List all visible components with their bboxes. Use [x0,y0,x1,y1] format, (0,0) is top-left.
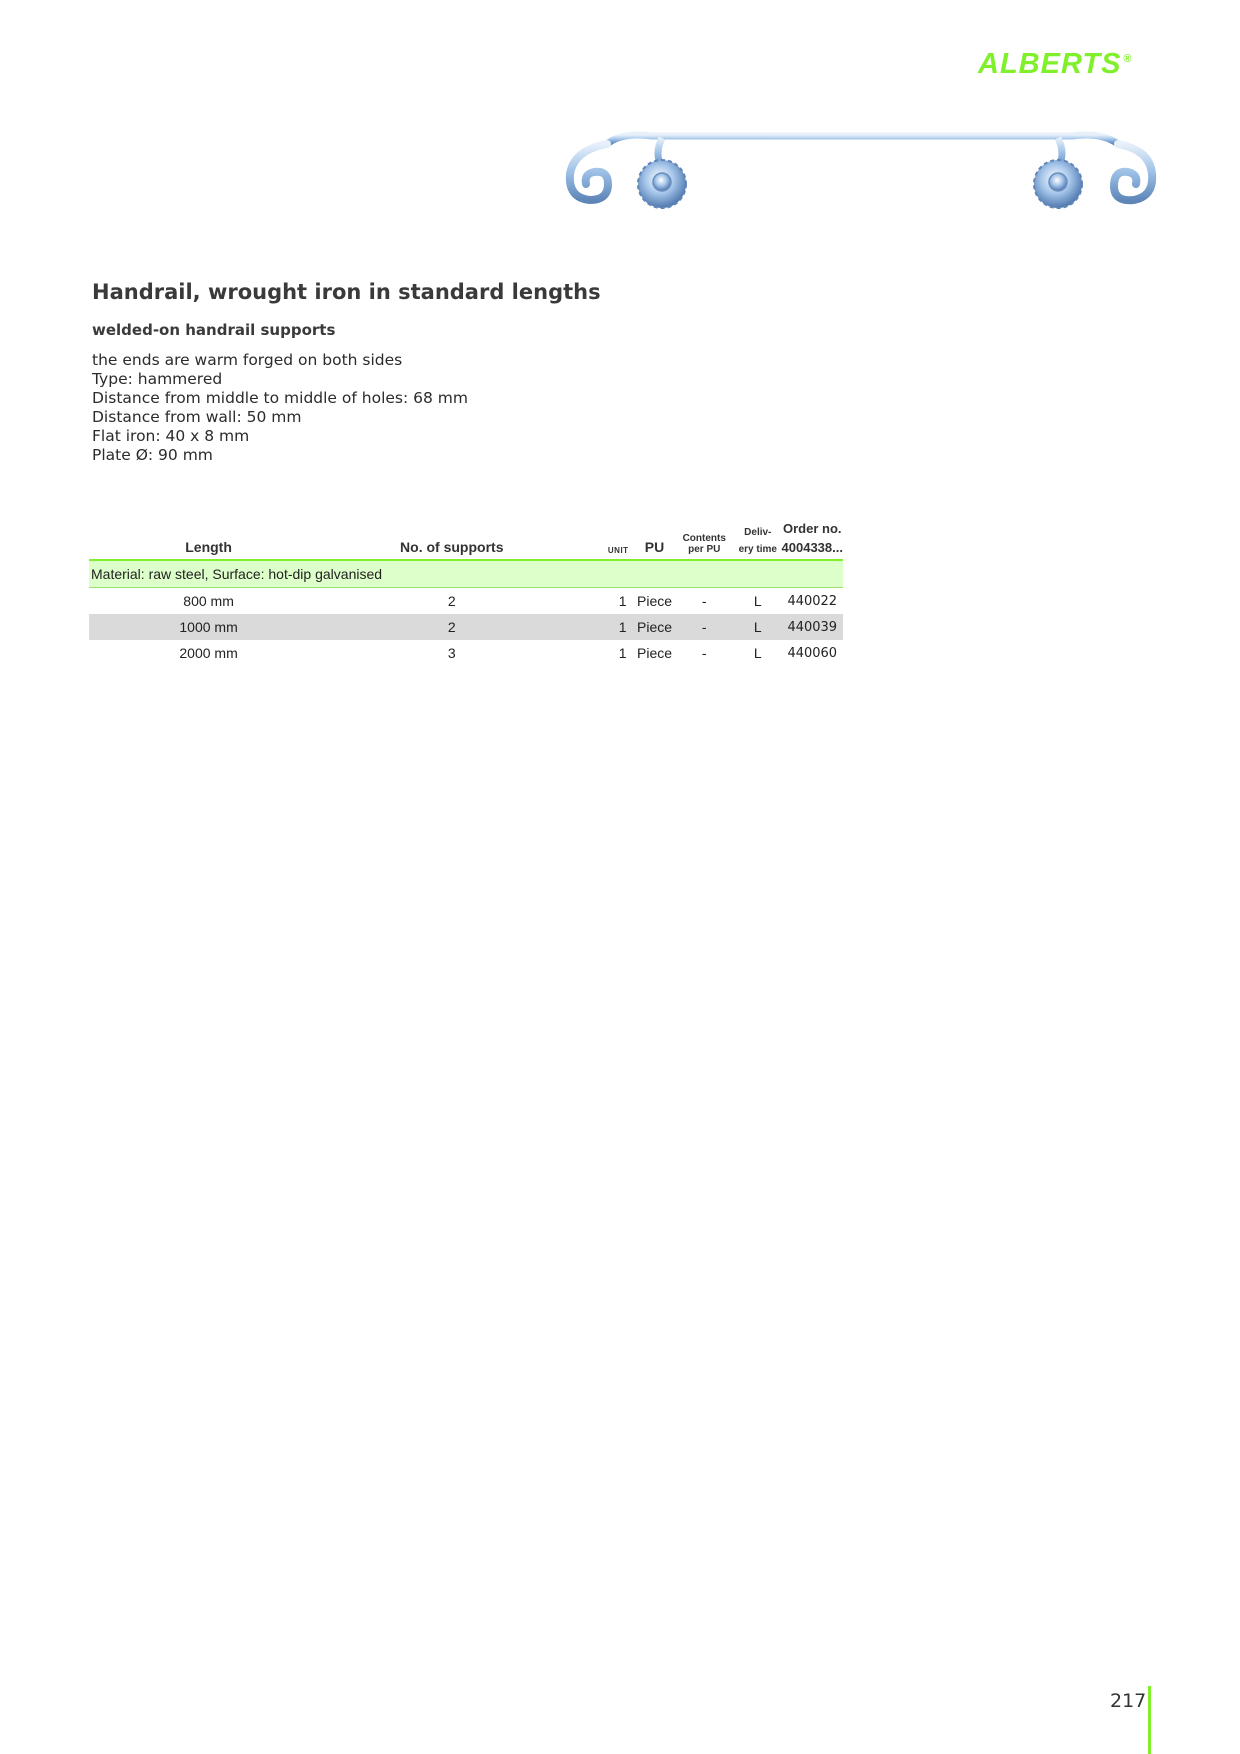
spec-line: Distance from wall: 50 mm [92,408,302,426]
page-number: 217 [1110,1690,1147,1712]
header-contents-line2: per PU [688,544,721,555]
cell-length: 800 mm [183,593,234,609]
header-length: Length [185,539,232,555]
page-accent-bar [1148,1686,1151,1754]
handrail-image [562,128,1158,228]
product-specs [92,351,468,465]
header-delivery-line1: Deliv- [744,527,772,538]
cell-contents: - [701,593,707,609]
material-group-label: Material: raw steel, Surface: hot-dip galvanised [89,560,843,588]
header-delivery [734,516,781,560]
cell-order-no: 440060 [787,645,838,661]
cell-delivery: L [734,614,781,640]
cell-length: 1000 mm [89,614,328,640]
product-title: Handrail, wrought iron in standard lengths [92,280,601,304]
header-order [782,516,843,560]
spec-line: Flat iron: 40 x 8 mm [92,427,250,445]
header-supports: No. of supports [400,539,504,555]
cell-pu: Piece [637,593,673,609]
table-row [89,614,843,640]
order-table [89,516,843,666]
cell-supports: 2 [328,614,575,640]
cell-unit: 1 [618,593,627,609]
spec-line: Distance from middle to middle of holes: 68 mm [92,389,468,407]
header-contents-line1: Contents [682,533,726,544]
cell-unit: 1 [618,645,627,661]
cell-supports: 3 [447,645,456,661]
brand-logo: ALBERTS ® [978,48,1133,80]
table-row [89,588,843,615]
material-group-row [89,560,843,588]
header-delivery-line2: ery time [738,544,777,555]
cell-order-no: 440022 [787,593,838,609]
cell-order-no: 440039 [782,614,843,640]
cell-pu: Piece [637,645,673,661]
spec-line: Type: hammered [92,370,223,388]
table-row [89,640,843,666]
cell-supports: 2 [447,593,456,609]
cell-unit: 1 [575,614,634,640]
table-header-row [89,516,843,560]
cell-pu: Piece [635,614,675,640]
header-unit: UNIT [607,546,629,555]
header-order-line2: 4004338... [781,540,843,555]
cell-delivery: L [753,645,762,661]
cell-length: 2000 mm [179,645,238,661]
cell-delivery: L [753,593,762,609]
cell-contents: - [674,614,734,640]
product-subtitle: welded-on handrail supports [92,321,336,339]
cell-contents: - [701,645,707,661]
header-order-line1: Order no. [783,521,842,536]
header-pu: PU [644,539,665,555]
header-contents [674,516,734,560]
spec-line: the ends are warm forged on both sides [92,351,403,369]
spec-line: Plate Ø: 90 mm [92,446,213,464]
